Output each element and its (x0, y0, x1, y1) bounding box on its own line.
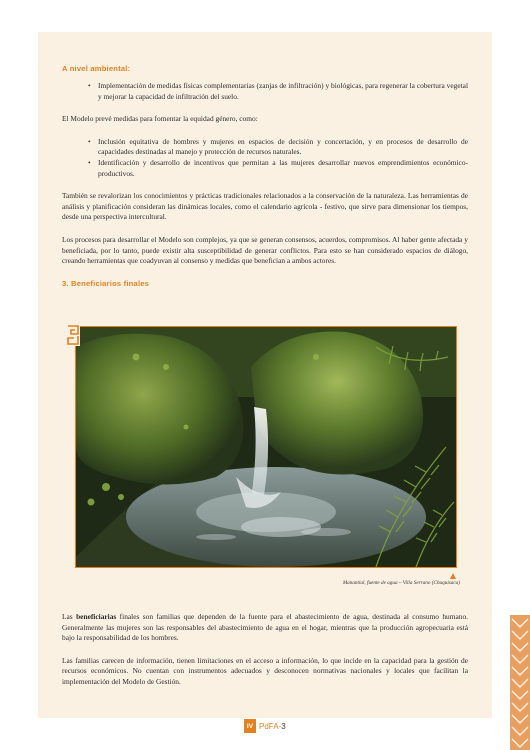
equidad-list (62, 137, 468, 179)
beneficiarios-content (62, 612, 468, 688)
corner-motif-icon (66, 324, 80, 346)
paragraph-procesos: Los procesos para desarrollar el Modelo son complejos, ya que se generan consensos, acuerdos, compromisos. Al haber gente afectada y beneficiada, por lo tanto, puede existir alta susceptibilidad de generar conflictos. Para esto se han considerado espacios de diálogo, creando herramientas que coadyuvan al consenso y medidas que benefician a ambos actores. (62, 234, 468, 266)
footer-label: PdFA- (259, 721, 282, 731)
spring-photo-illustration (76, 327, 456, 567)
list-item: • Identificación y desarrollo de incentivos que permitan a las mujeres desarrollar nuevos emprendimientos económico-productivos. (88, 157, 468, 178)
zigzag-pattern-icon (510, 615, 530, 750)
bullet-icon: • (88, 136, 91, 146)
section-heading-ambiental: A nivel ambiental: (62, 64, 131, 73)
section-heading-beneficiarios: 3. Beneficiarios finales (62, 278, 150, 288)
chapter-badge: IV (244, 719, 256, 733)
paragraph-saberes: También se revalorizan los conocimientos y prácticas tradicionales relacionados a la conservación de la naturaleza. Las herramientas de análisis y planificación consideran las dinámicas locales, como el calendario agrícola - festivo, que sirve para dimensionar los tiempos, desde una perspectiva intercultural. (62, 191, 468, 222)
beneficiarias-bold: beneficiarias (76, 612, 117, 621)
main-content (62, 64, 468, 296)
caption-marker-icon (450, 573, 456, 579)
list-item: • Implementación de medidas físicas complementarias (zanjas de infiltración) y biológicas, para regenerar la cobertura vegetal y mejorar la capacidad de infiltración del suelo. (88, 81, 468, 101)
list-item: • Inclusión equitativa de hombres y mujeres en espacios de decisión y concertación, y en procesos de desarrollo de capacidades destinadas al manejo y protección de recursos naturales. (88, 136, 468, 157)
beneficiarios-paragraph-1: Las beneficiarias finales son familias que dependen de la fuente para el abastecimiento de agua, destinada al consumo humano. Generalmente las mujeres son las responsables del abastecimiento de agua en el hogar, mientras que la producción agropecuaria está bajo la responsabilidad de los hombres. (62, 612, 468, 643)
photo-caption: Manantial, fuente de agua – Villa Serrano (Chuquisaca) (342, 580, 460, 586)
bullet-icon: • (88, 157, 91, 167)
photo-figure (75, 326, 457, 568)
equidad-intro: El Modelo prevé medidas para fomentar la equidad género, como: (62, 114, 258, 124)
side-decoration-strip (510, 615, 530, 750)
beneficiarios-paragraph-2: Las familias carecen de información, tienen limitaciones en el acceso a información, lo que incide en la capacidad para la gestión de recursos económicos. No cuentan con instrumentos adecuados y desconocen normativas nacionales y locales que facilitan la implementación del Modelo de Gestión. (62, 655, 468, 686)
page-footer (244, 718, 286, 734)
spring-photo (75, 326, 457, 568)
page-number: 3 (281, 721, 286, 731)
bullet-icon: • (88, 81, 91, 90)
ambiental-list (62, 81, 468, 102)
